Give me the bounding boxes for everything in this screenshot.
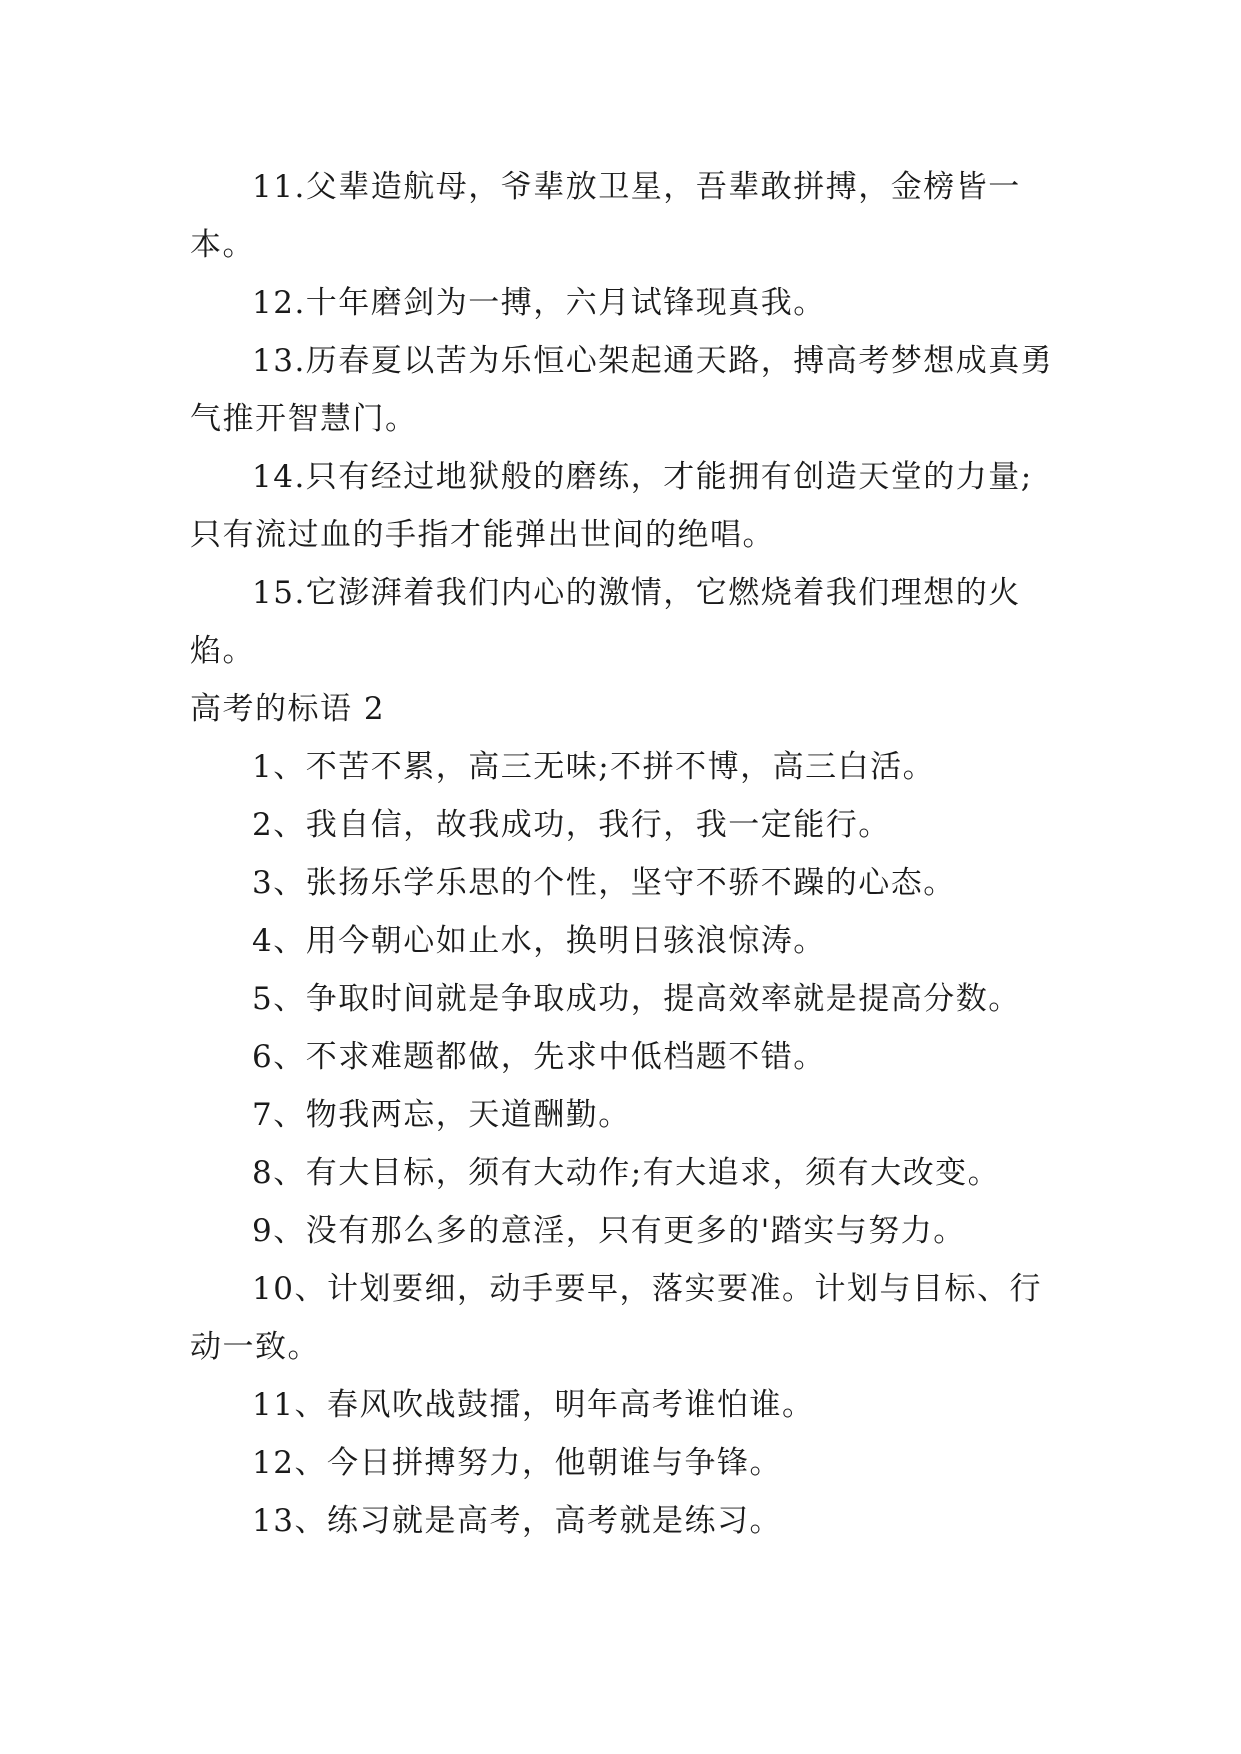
list-item: 8、有大目标，须有大动作;有大追求，须有大改变。 bbox=[252, 1155, 1001, 1191]
list-item: 12.十年磨剑为一搏，六月试锋现真我。 bbox=[252, 285, 826, 321]
list-item: 7、物我两忘，天道酬勤。 bbox=[252, 1097, 631, 1133]
list-item: 11.父辈造航母，爷辈放卫星，吾辈敢拼搏，金榜皆一本。 bbox=[190, 169, 1021, 263]
list-item: 6、不求难题都做，先求中低档题不错。 bbox=[252, 1039, 826, 1075]
list-item: 15.它澎湃着我们内心的激情，它燃烧着我们理想的火焰。 bbox=[190, 575, 1021, 669]
list-item: 13.历春夏以苦为乐恒心架起通天路，搏高考梦想成真勇气推开智慧门。 bbox=[190, 343, 1054, 437]
list-item: 11、春风吹战鼓擂，明年高考谁怕谁。 bbox=[252, 1387, 815, 1423]
list-item: 13、练习就是高考，高考就是练习。 bbox=[252, 1503, 782, 1539]
list-item: 4、用今朝心如止水，换明日骇浪惊涛。 bbox=[252, 923, 826, 959]
list-item: 9、没有那么多的意淫，只有更多的'踏实与努力。 bbox=[252, 1213, 966, 1249]
document-body bbox=[190, 158, 1056, 1550]
list-item: 2、我自信，故我成功，我行，我一定能行。 bbox=[252, 807, 891, 843]
list-item: 10、计划要细，动手要早，落实要准。计划与目标、行动一致。 bbox=[190, 1271, 1042, 1365]
list-item: 5、争取时间就是争取成功，提高效率就是提高分数。 bbox=[252, 981, 1021, 1017]
section-heading: 高考的标语 2 bbox=[190, 691, 386, 727]
list-item: 12、今日拼搏努力，他朝谁与争锋。 bbox=[252, 1445, 782, 1481]
list-item: 3、张扬乐学乐思的个性，坚守不骄不躁的心态。 bbox=[252, 865, 956, 901]
list-item: 1、不苦不累，高三无味;不拼不博，高三白活。 bbox=[252, 749, 936, 785]
list-item: 14.只有经过地狱般的磨练，才能拥有创造天堂的力量;只有流过血的手指才能弹出世间的绝唱。 bbox=[190, 459, 1033, 553]
